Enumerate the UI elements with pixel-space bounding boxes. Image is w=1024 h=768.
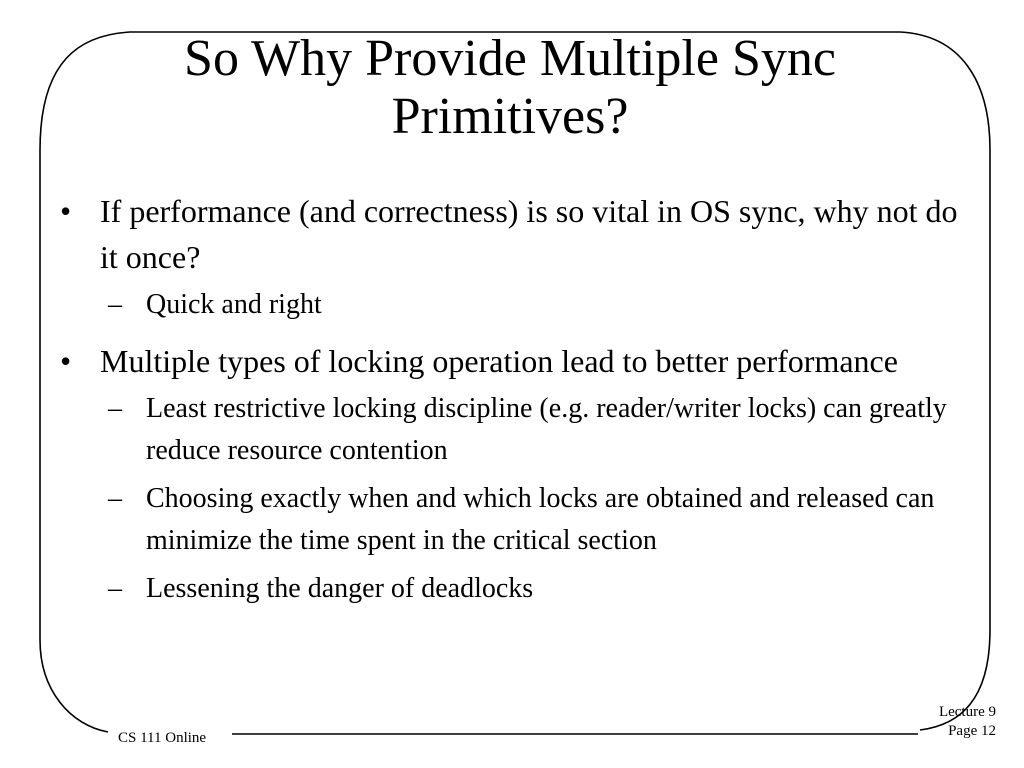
- sub-bullet-marker: –: [108, 393, 122, 424]
- footer-lecture: Lecture 9: [938, 704, 996, 720]
- sub-bullet-text: Lessening the danger of deadlocks: [146, 573, 534, 604]
- sub-bullet-marker: –: [108, 483, 122, 514]
- sub-bullet-text: Least restrictive locking discipline (e.g. reader/writer locks) can greatly reduce resource contention: [146, 393, 947, 466]
- bullet-text: Multiple types of locking operation lead to better performance: [100, 343, 898, 379]
- bullet-text: If performance (and correctness) is so vital in OS sync, why not do it once?: [100, 193, 958, 275]
- bullet-marker: •: [60, 193, 72, 229]
- sub-bullet-item: [108, 284, 970, 326]
- slide-title-line-2: Primitives?: [391, 88, 629, 145]
- sub-bullet-item: [108, 568, 970, 610]
- footer-lecture-page: [926, 703, 996, 741]
- sub-bullet-marker: –: [108, 289, 122, 320]
- sub-bullet-text: Choosing exactly when and which locks are obtained and released can minimize the time spent in the critical section: [146, 483, 935, 556]
- bullet-marker: •: [60, 343, 72, 379]
- sub-bullet-item: [108, 388, 970, 472]
- sub-bullet-item: [108, 478, 970, 562]
- sub-bullet-text: Quick and right: [146, 289, 322, 320]
- sub-bullet-marker: –: [108, 573, 122, 604]
- footer-course: CS 111 Online: [118, 730, 207, 746]
- footer-page-number: Page 12: [948, 723, 996, 739]
- slide-title-line-1: So Why Provide Multiple Sync: [184, 30, 836, 87]
- slide-body: [60, 188, 970, 616]
- bullet-item: [60, 338, 970, 384]
- slide-title: [60, 30, 960, 146]
- bullet-item: [60, 188, 970, 280]
